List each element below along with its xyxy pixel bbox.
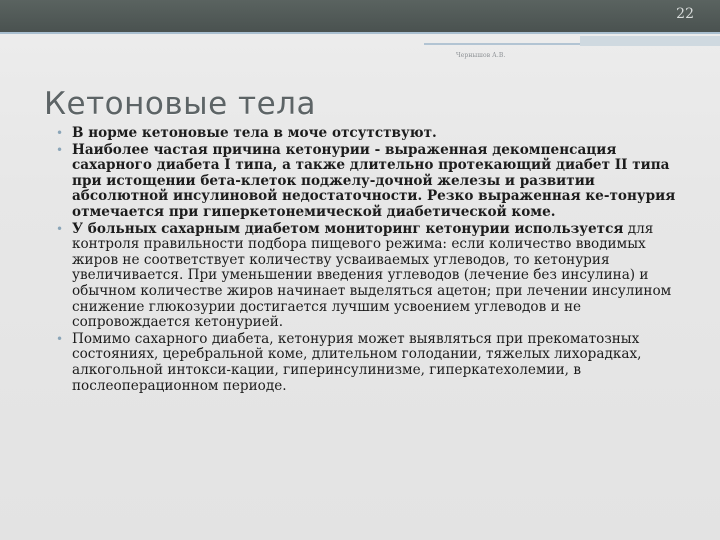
bullet-icon: • bbox=[56, 142, 64, 157]
bullet-icon: • bbox=[56, 331, 64, 346]
author-label: Чернышов А.В. bbox=[456, 52, 506, 59]
bullet-icon: • bbox=[56, 221, 64, 236]
bullet-icon: • bbox=[56, 126, 64, 140]
slide-title: Кетоновые тела bbox=[44, 86, 316, 122]
bullet-3-text: для контроля правильности подбора пищевого режима: если количество вводимых жиров не соответствует количеству усваиваемых углеводов, то кетонурия увеличивается. При уменьшении введения углеводов (лечение без инсулина) и обычном количестве жиров начинает выделяться ацетон; при лечении инсулином снижение глюкозурии достигается лучшим усвоением углеводов и не сопровождается кетонурией. bbox=[72, 220, 672, 331]
header-accent-line bbox=[0, 32, 720, 34]
header-bar bbox=[0, 0, 720, 32]
slide-number: 22 bbox=[676, 6, 694, 22]
bullet-2-bold-text: Наиболее частая причина кетонурии - выраженная декомпенсация сахарного диабета I типа, а также длительно протекающий диабет II типа при истощении бета-клеток поджелу-дочной железы и развитии абсолютной инсулиновой недостаточности. Резко выраженная ке-тонурия отмечается при гиперкетонемической диабетической коме. bbox=[72, 141, 676, 220]
bullet-list bbox=[52, 126, 692, 395]
bullet-item-3 bbox=[52, 222, 692, 331]
header-accent-short-line bbox=[424, 43, 580, 45]
header-accent-band bbox=[580, 36, 720, 46]
bullet-item-2 bbox=[52, 143, 692, 221]
bullet-item-4 bbox=[52, 332, 692, 394]
bullet-4-text: Помимо сахарного диабета, кетонурия может выявляться при прекоматозных состояниях, церебральной коме, длительном голодании, тяжелых лихорадках, алкогольной интокси-кации, гиперинсулинизме, гиперкатехолемии, в послеоперационном периоде. bbox=[72, 330, 642, 394]
bullet-3-bold-text: У больных сахарным диабетом мониторинг кетонурии используется bbox=[72, 220, 624, 237]
bullet-1-bold-text: В норме кетоновые тела в моче отсутствуют. bbox=[72, 125, 437, 141]
bullet-item-1 bbox=[52, 126, 692, 142]
